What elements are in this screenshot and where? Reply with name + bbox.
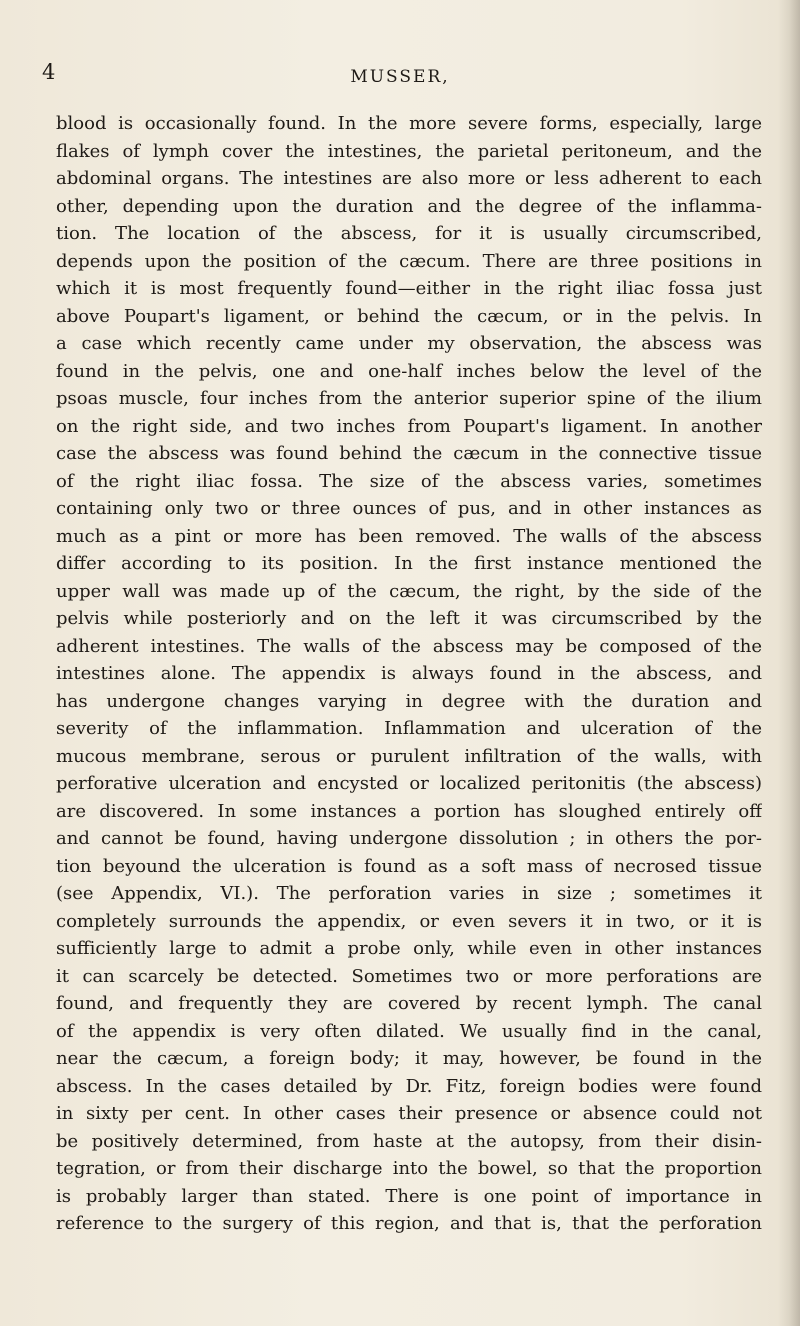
text-line: tegration, or from their discharge into the bowel, so that the proportion — [56, 1158, 762, 1179]
text-line: perforative ulceration and encysted or localized peritonitis (the abscess) — [56, 773, 762, 794]
text-line: abscess. In the cases detailed by Dr. Fitz, foreign bodies were found — [56, 1075, 762, 1097]
text-line: intestines alone. The appendix is always found in the abscess, and — [56, 663, 762, 684]
body-text — [56, 110, 762, 1238]
text-line: of the right iliac fossa. The size of the abscess varies, sometimes — [56, 470, 762, 492]
text-line: be positively determined, from haste at the autopsy, from their disin- — [56, 1130, 762, 1152]
text-line: upper wall was made up of the cæcum, the right, by the side of the — [56, 580, 762, 602]
text-line: found in the pelvis, one and one-half inches below the level of the — [56, 360, 762, 382]
page-edge-shadow — [778, 0, 800, 1326]
text-line: and cannot be found, having undergone dissolution ; in others the por- — [56, 828, 762, 849]
text-line: containing only two or three ounces of pus, and in other instances as — [56, 498, 762, 519]
text-line: a case which recently came under my observation, the abscess was — [56, 333, 762, 354]
text-line: completely surrounds the appendix, or even severs it in two, or it is — [56, 910, 762, 932]
page-number: 4 — [42, 60, 56, 84]
text-line: case the abscess was found behind the cæcum in the connective tissue — [56, 443, 762, 464]
text-line: sufficiently large to admit a probe only, while even in other instances — [56, 938, 762, 959]
text-line: tion beyound the ulceration is found as a soft mass of necrosed tissue — [56, 855, 762, 877]
text-line: psoas muscle, four inches from the anterior superior spine of the ilium — [56, 388, 762, 409]
text-line: tion. The location of the abscess, for it is usually circumscribed, — [56, 223, 762, 244]
text-line: pelvis while posteriorly and on the left it was circumscribed by the — [56, 608, 762, 629]
text-line: which it is most frequently found—either in the right iliac fossa just — [56, 278, 762, 299]
text-line: mucous membrane, serous or purulent infiltration of the walls, with — [56, 745, 762, 767]
text-line: is probably larger than stated. There is one point of importance in — [56, 1185, 762, 1207]
text-line: differ according to its position. In the first instance mentioned the — [56, 553, 762, 574]
text-line: on the right side, and two inches from Poupart's ligament. In another — [56, 415, 762, 437]
text-line: severity of the inflammation. Inflammation and ulceration of the — [56, 718, 762, 739]
text-line: of the appendix is very often dilated. We usually find in the canal, — [56, 1020, 762, 1042]
text-line: (see Appendix, VI.). The perforation varies in size ; sometimes it — [56, 883, 762, 904]
text-line: in sixty per cent. In other cases their presence or absence could not — [56, 1103, 762, 1124]
text-line: reference to the surgery of this region, and that is, that the perforation — [56, 1213, 762, 1234]
text-line: other, depending upon the duration and the degree of the inflamma- — [56, 195, 762, 217]
text-line: abdominal organs. The intestines are also more or less adherent to each — [56, 168, 762, 189]
text-line: has undergone changes varying in degree with the duration and — [56, 690, 762, 712]
text-line: much as a pint or more has been removed. The walls of the abscess — [56, 525, 762, 547]
text-line: flakes of lymph cover the intestines, the parietal peritoneum, and the — [56, 140, 762, 162]
text-line: it can scarcely be detected. Sometimes two or more perforations are — [56, 965, 762, 987]
text-line: above Poupart's ligament, or behind the cæcum, or in the pelvis. In — [56, 305, 762, 327]
text-line: depends upon the position of the cæcum. There are three positions in — [56, 250, 762, 272]
running-head: MUSSER, — [350, 67, 450, 87]
text-line: adherent intestines. The walls of the abscess may be composed of the — [56, 635, 762, 657]
text-line: found, and frequently they are covered by recent lymph. The canal — [56, 993, 762, 1014]
text-line: blood is occasionally found. In the more severe forms, especially, large — [56, 113, 762, 134]
text-line: are discovered. In some instances a portion has sloughed entirely off — [56, 800, 762, 822]
text-line: near the cæcum, a foreign body; it may, however, be found in the — [56, 1048, 762, 1069]
